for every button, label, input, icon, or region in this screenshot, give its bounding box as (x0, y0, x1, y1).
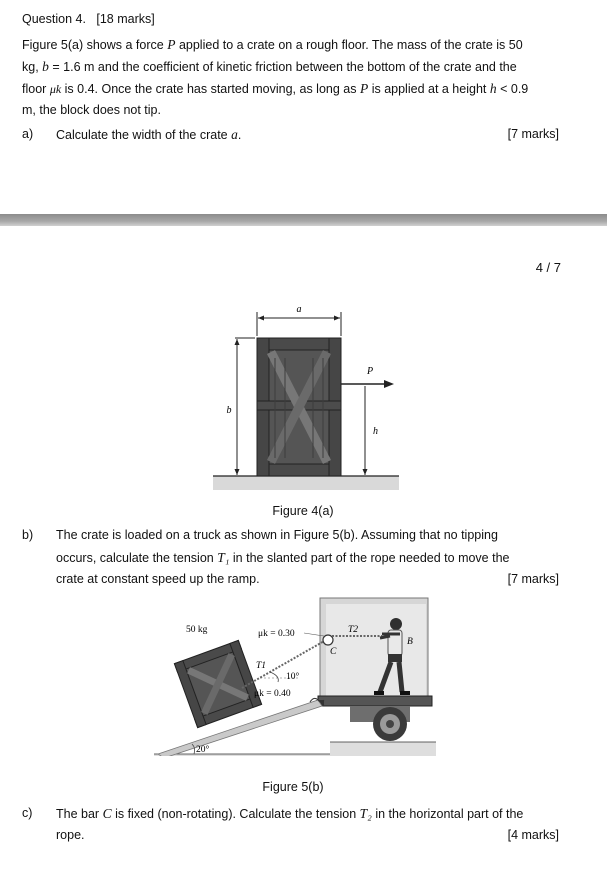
figure-truck-ramp (150, 596, 436, 756)
dimension-a-label: a (296, 304, 302, 315)
crate (257, 338, 341, 476)
var-mu-k: μk (49, 82, 62, 96)
var-T1: T₁ (217, 550, 230, 565)
figure-crate-force (205, 298, 405, 493)
ground-hatch (213, 476, 399, 490)
height-h-label: h (373, 426, 378, 437)
part-c-label: c) (22, 806, 33, 820)
dimension-b-label: b (226, 405, 232, 416)
C-label: C (330, 647, 337, 657)
mu-bottom-label: μk = 0.40 (254, 689, 291, 699)
force-P-label: P (366, 366, 374, 377)
T2-label: T2 (348, 625, 359, 635)
intro-line-4: m, the block does not tip. (22, 103, 161, 117)
var-T2: T₂ (359, 806, 372, 821)
part-a-label: a) (22, 127, 34, 141)
question-marks: [18 marks] (96, 12, 155, 26)
B-label: B (407, 637, 413, 647)
part-b-label: b) (22, 528, 34, 542)
part-b-line-3: crate at constant speed up the ramp. (56, 572, 260, 586)
var-P: P (167, 37, 176, 52)
part-a-marks: [7 marks] (507, 127, 559, 141)
force-arrow (384, 380, 394, 388)
page-separator (0, 214, 607, 226)
part-b-line-2: occurs, calculate the tension T₁ in the slanted part of the rope needed to move the (56, 550, 510, 565)
rope-angle-label: 10° (286, 672, 300, 682)
rope-T1 (242, 640, 326, 688)
figure-b-caption: Figure 5(b) (262, 780, 324, 794)
mass-label: 50 kg (186, 625, 208, 635)
bar-C (323, 635, 333, 645)
figure-a-caption: Figure 4(a) (272, 504, 334, 518)
var-b: b (42, 59, 49, 74)
intro-line-2: kg, b = 1.6 m and the coefficient of kinetic friction between the bottom of the crate and the (22, 59, 517, 74)
truck (316, 598, 432, 741)
T1-label: T1 (256, 661, 267, 671)
part-b-marks: [7 marks] (507, 572, 559, 586)
part-a-text: Calculate the width of the crate a. (56, 127, 242, 142)
part-c-line-2: rope. (56, 828, 85, 842)
question-header (22, 12, 155, 26)
part-c-line-1: The bar C is fixed (non-rotating). Calculate the tension T₂ in the horizontal part of the (56, 806, 524, 821)
part-c-marks: [4 marks] (507, 828, 559, 842)
question-number: Question 4. (22, 12, 86, 26)
mu-top-label: μk = 0.30 (258, 629, 295, 639)
part-b-line-1: The crate is loaded on a truck as shown in Figure 5(b). Assuming that no tipping (56, 528, 498, 542)
page-number: 4 / 7 (535, 260, 561, 275)
ramp-angle-label: 20° (196, 745, 210, 755)
intro-line-3: floor μk is 0.4. Once the crate has started moving, as long as P is applied at a height h < 0.9 (22, 81, 529, 96)
intro-line-1: Figure 5(a) shows a force P applied to a crate on a rough floor. The mass of the crate is 50 (22, 37, 523, 52)
